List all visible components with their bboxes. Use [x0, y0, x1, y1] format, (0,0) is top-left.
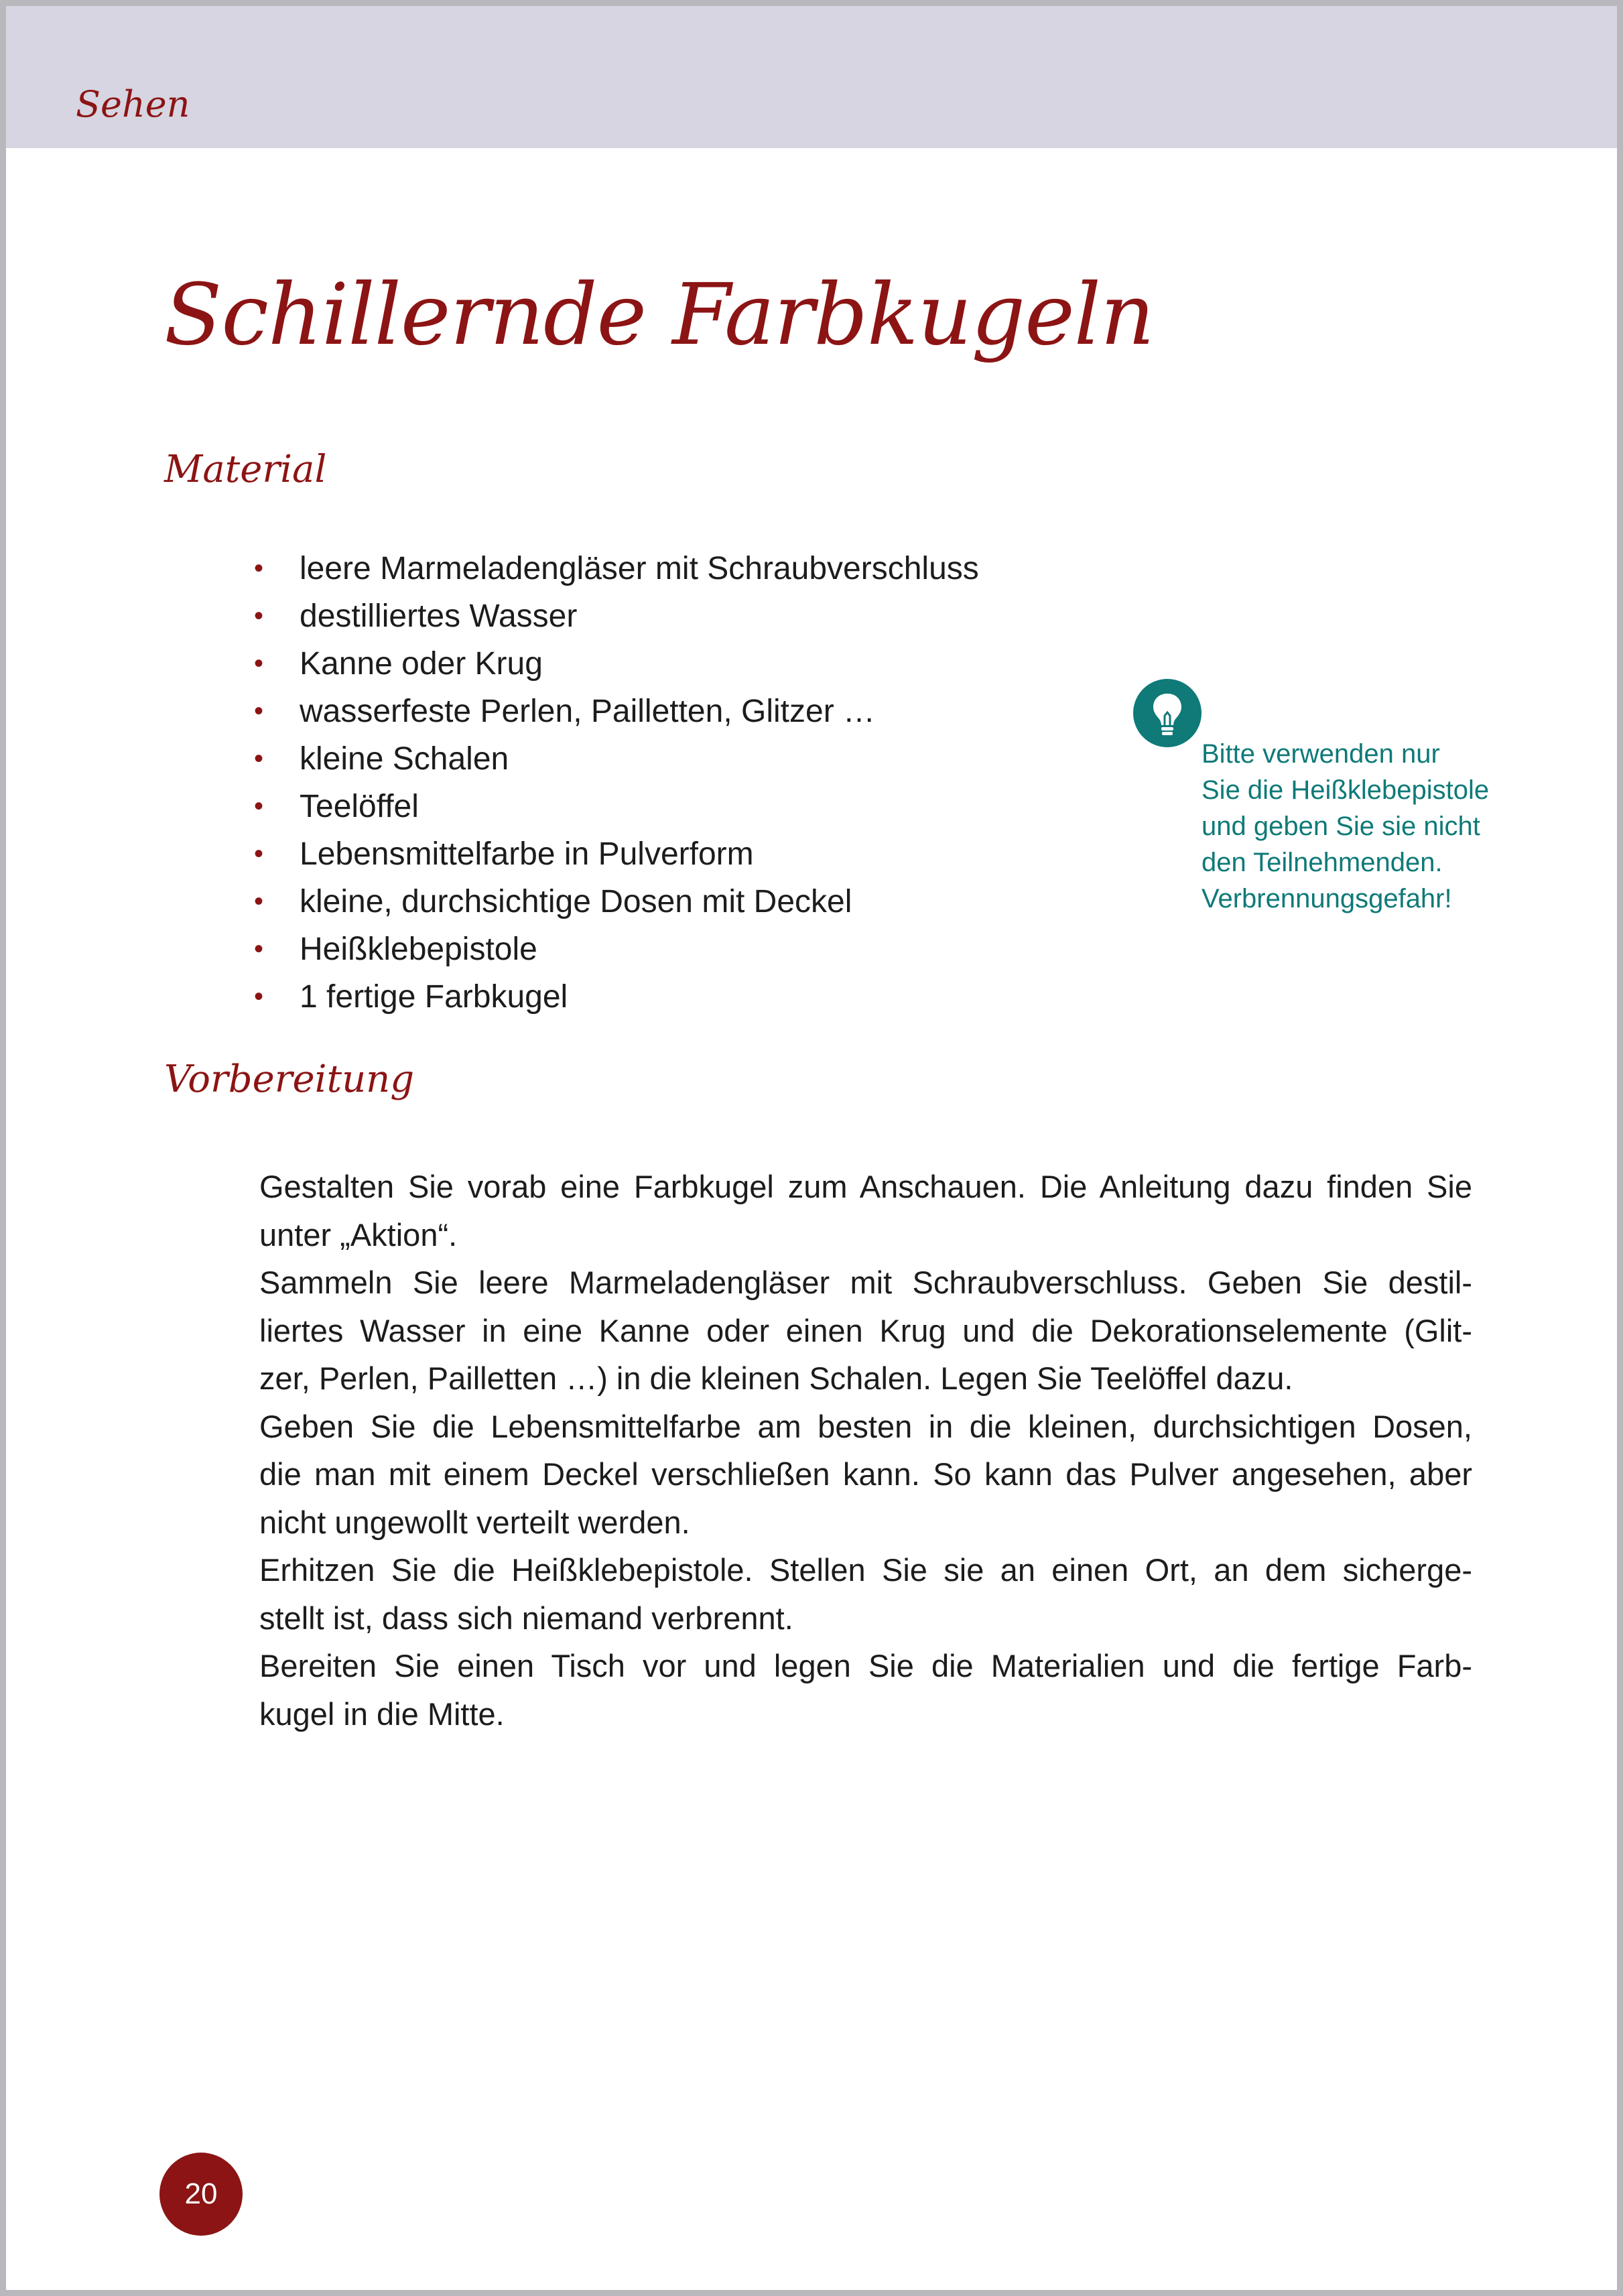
tip-line: Sie die Heißklebepistole: [1202, 775, 1490, 805]
list-item-label: Lebensmittelfarbe in Pulverform: [300, 836, 754, 872]
bullet-icon: •: [254, 696, 264, 726]
list-item-label: leere Marmeladengläser mit Schraubverschluss: [300, 551, 979, 586]
bullet-icon: •: [254, 791, 264, 821]
page-number: 20: [159, 2153, 243, 2236]
text-line: Erhitzen Sie die Heißklebepistole. Stellen Sie sie an einen Ort, an dem sicherge-: [259, 1552, 1472, 1588]
tip-line: und geben Sie sie nicht: [1202, 812, 1480, 841]
list-item: [254, 688, 979, 735]
tip-note: [1202, 736, 1516, 917]
text-line: kugel in die Mitte.: [259, 1696, 505, 1732]
tip-line: den Teilnehmenden.: [1202, 848, 1443, 877]
list-item-label: kleine, durchsichtige Dosen mit Deckel: [300, 884, 852, 919]
header-band: [6, 6, 1617, 148]
text-line: stellt ist, dass sich niemand verbrennt.: [259, 1600, 793, 1636]
bullet-icon: •: [254, 839, 264, 869]
lightbulb-icon: [1133, 679, 1202, 747]
list-item-label: Teelöffel: [300, 789, 419, 824]
list-item: [254, 926, 979, 973]
text-line: unter „Aktion“.: [259, 1216, 458, 1253]
list-item-label: 1 fertige Farbkugel: [300, 979, 568, 1015]
text-line: zer, Perlen, Pailletten …) in die kleinen Schalen. Legen Sie Teelöffel dazu.: [259, 1360, 1293, 1396]
text-line: nicht ungewollt verteilt werden.: [259, 1504, 690, 1540]
list-item-label: Heißklebepistole: [300, 932, 537, 967]
bullet-icon: •: [254, 554, 264, 583]
tip-line: Bitte verwenden nur: [1202, 739, 1440, 769]
list-item: [254, 640, 979, 688]
list-item-label: kleine Schalen: [300, 741, 509, 777]
bullet-icon: •: [254, 601, 264, 631]
tip-line: Verbrennungsgefahr!: [1202, 884, 1452, 913]
preparation-text: [259, 1163, 1472, 1738]
text-line: Bereiten Sie einen Tisch vor und legen Sie die Materialien und die fertige Farb-: [259, 1648, 1472, 1683]
list-item: [254, 592, 979, 640]
bullet-icon: •: [254, 744, 264, 773]
list-item: [254, 830, 979, 878]
bullet-icon: •: [254, 934, 264, 964]
material-heading: Material: [164, 448, 327, 491]
list-item: [254, 735, 979, 783]
text-line: Geben Sie die Lebensmittelfarbe am besten in die kleinen, durchsichtigen Dosen,: [259, 1408, 1472, 1444]
bullet-icon: •: [254, 887, 264, 916]
list-item: [254, 545, 979, 592]
list-item: [254, 878, 979, 926]
text-line: liertes Wasser in eine Kanne oder einen Krug und die Dekorationselemente (Glit-: [259, 1312, 1472, 1348]
list-item-label: destilliertes Wasser: [300, 598, 578, 634]
list-item: [254, 783, 979, 830]
preparation-heading: Vorbereitung: [164, 1058, 415, 1101]
bullet-icon: •: [254, 982, 264, 1011]
material-list: [254, 545, 979, 1021]
page-title: Schillernde Farbkugeln: [164, 265, 1155, 364]
list-item: [254, 973, 979, 1021]
list-item-label: Kanne oder Krug: [300, 646, 543, 682]
list-item-label: wasserfeste Perlen, Pailletten, Glitzer …: [300, 694, 876, 729]
text-line: die man mit einem Deckel verschließen kann. So kann das Pulver angesehen, aber: [259, 1456, 1472, 1492]
bullet-icon: •: [254, 649, 264, 678]
text-line: Gestalten Sie vorab eine Farbkugel zum Anschauen. Die Anleitung dazu finden Sie: [259, 1169, 1472, 1204]
section-tag: Sehen: [76, 83, 190, 125]
text-line: Sammeln Sie leere Marmeladengläser mit Schraubverschluss. Geben Sie destil-: [259, 1265, 1472, 1300]
